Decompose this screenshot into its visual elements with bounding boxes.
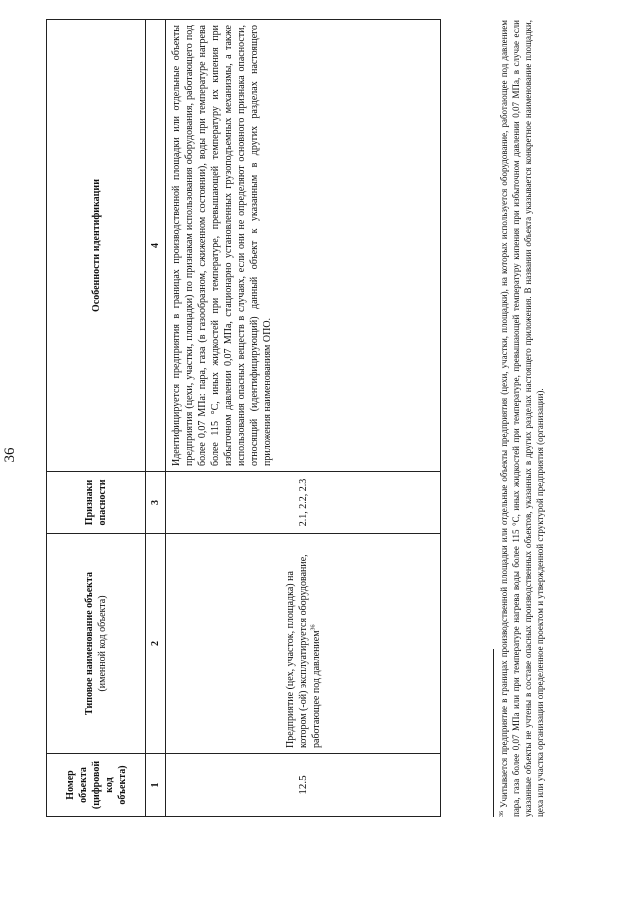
header-identification: Особенности идентификации	[47, 20, 146, 472]
header-object-number: Номер объекта (цифровой код объекта)	[47, 754, 146, 817]
header-object-name-title: Типовое наименование объекта	[84, 572, 95, 715]
footnote-divider	[493, 649, 494, 817]
column-number-4: 4	[146, 20, 166, 472]
object-name	[166, 534, 441, 754]
footnote-number: 36	[499, 811, 505, 817]
column-number-1: 1	[146, 754, 166, 817]
page-number: 36	[2, 447, 18, 463]
object-name-text: Предприятие (цех, участок, площадка) на котором (-ой) эксплуатируется оборудование, работающее под давлением	[284, 554, 322, 748]
footnote-ref: 36	[310, 624, 317, 631]
header-object-name	[47, 534, 146, 754]
hazard-object-table	[46, 19, 441, 817]
object-code: 12.5	[166, 754, 441, 817]
footnote	[498, 20, 547, 817]
header-hazard-signs: Признаки опасности	[47, 472, 146, 534]
header-object-name-subtitle: (именной код объекта)	[97, 595, 108, 692]
table-header-row	[47, 20, 146, 817]
identification-features: Идентифицируется предприятия в границах производственной площадки или отдельные объекты предприятия (цехи, участки, площадки) по признакам использования оборудования, работающего под более 0,07 МПа: пара, газа (в газообразном, сжиженном состоянии), воды при температуре нагрева более 115 °С, иных жидкостей при температуре, превышающей температуру их кипения при избыточном давлении 0,07 МПа, стационарно установленных грузоподъемных механизмы, а также использования опасных веществ в случаях, если они не определяют основного признака опасности, относящий (идентифицирующий) данный объект к указанным в других разделах настоящего приложения наименованиям ОПО.	[166, 20, 441, 472]
footnote-text: Учитывается предприятие в границах производственной площадки или отдельные объекты предприятия (цехи, участки, площадки), на которых используется оборудование, работающее под давлением пара, газа более 0,07 МПа или при температуре нагрева воды более 115 °С, иных жидкостей при температуре, превышающей температуру кипения при избыточном давлении 0,07 МПа, в случае если указанные объекты не учтены в составе опасных производственных объектов, указанных в других разделах настоящего приложения. В названии объекта указывается конкретное наименование площадки, цеха или участка организации определенное проектом и утвержденной структурой предприятия (организации).	[499, 20, 546, 817]
column-number-3: 3	[146, 472, 166, 534]
hazard-signs: 2.1, 2.2, 2.3	[166, 472, 441, 534]
column-number-row	[146, 20, 166, 817]
table-row	[166, 20, 441, 817]
column-number-2: 2	[146, 534, 166, 754]
